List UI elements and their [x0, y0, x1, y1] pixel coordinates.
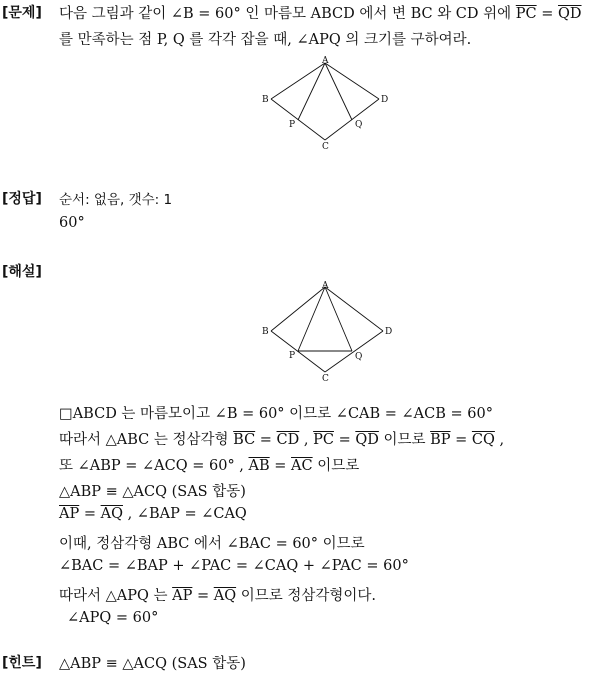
equals: = — [333, 432, 356, 448]
segment-aq: $\overline{AQ}$ — [213, 588, 237, 604]
label-C: C — [322, 374, 329, 384]
problem-rhombus-figure — [256, 56, 396, 156]
label-D: D — [381, 95, 389, 105]
segment-aq — [325, 287, 352, 351]
problem-line-1-text: 다음 그림과 같이 ∠B = 60° 인 마름모 ABCD 에서 변 BC 와 CD 위에 — [59, 6, 516, 22]
line-end: 이므로 — [312, 458, 360, 474]
label-A: A — [322, 56, 329, 66]
segment-ap — [298, 287, 325, 351]
line-8-text: 따라서 △APQ 는 — [59, 588, 173, 604]
explanation-line-2 — [59, 428, 504, 449]
segment-ab: $\overline{AB}$ — [248, 458, 270, 474]
explanation-line-4: △ABP ≡ △ACQ (SAS 합동) — [59, 484, 246, 500]
explanation-line-5 — [59, 506, 247, 522]
problem-label: [문제] — [2, 5, 42, 21]
segment-bp: $\overline{BP}$ — [430, 432, 451, 448]
label-Q: Q — [355, 120, 363, 130]
segment-pc: $\overline{PC}$ — [313, 432, 334, 448]
hint-label: [힌트] — [2, 655, 42, 671]
segment-cd: $\overline{CD}$ — [276, 432, 300, 448]
equals: = — [450, 432, 472, 448]
separator: , — [299, 432, 314, 448]
line-2-text: 따라서 △ABC 는 정삼각형 — [59, 432, 234, 448]
explanation-line-8 — [59, 584, 376, 605]
equals: = — [255, 432, 277, 448]
explanation-line-9: ∠APQ = 60° — [67, 610, 159, 626]
label-D: D — [385, 327, 393, 337]
equals: = — [536, 6, 558, 22]
segment-qd: $\overline{QD}$ — [558, 6, 582, 22]
connector: 이므로 — [378, 432, 431, 448]
label-P: P — [289, 120, 296, 130]
segment-qd: $\overline{QD}$ — [355, 432, 379, 448]
explanation-line-6: 이때, 정삼각형 ABC 에서 ∠BAC = 60° 이므로 — [59, 536, 365, 552]
label-P: P — [289, 351, 296, 361]
edge-dc — [325, 331, 383, 372]
explanation-rhombus-figure — [256, 280, 396, 384]
line-3-text: 또 ∠ABP = ∠ACQ = 60° , — [59, 458, 249, 474]
edge-bc — [271, 331, 325, 372]
explanation-line-3 — [59, 454, 359, 475]
edge-ad — [325, 287, 383, 331]
equals: = — [269, 458, 292, 474]
segment-cq: $\overline{CQ}$ — [471, 432, 495, 448]
segment-bc: $\overline{BC}$ — [233, 432, 256, 448]
hint-text: △ABP ≡ △ACQ (SAS 합동) — [59, 656, 246, 672]
segment-pc: $\overline{PC}$ — [515, 6, 537, 22]
edge-ab — [271, 287, 325, 331]
label-B: B — [262, 95, 269, 105]
label-Q: Q — [355, 352, 363, 362]
problem-text-line-1 — [59, 2, 582, 23]
segment-ac: $\overline{AC}$ — [291, 458, 313, 474]
equals: = — [192, 588, 214, 604]
answer-order-count: 순서: 없음, 갯수: 1 — [59, 192, 173, 208]
label-B: B — [262, 327, 269, 337]
explanation-line-7: ∠BAC = ∠BAP + ∠PAC = ∠CAQ + ∠PAC = 60° — [59, 558, 409, 574]
label-C: C — [322, 142, 329, 152]
label-A: A — [322, 281, 329, 291]
segment-ap: $\overline{AP}$ — [172, 588, 193, 604]
answer-value: 60° — [59, 215, 85, 231]
line-end: 이므로 정삼각형이다. — [236, 588, 376, 604]
answer-label: [정답] — [2, 191, 42, 207]
equals: = — [79, 506, 101, 522]
explanation-label: [해설] — [2, 264, 42, 280]
problem-text-line-2: 를 만족하는 점 P, Q 를 각각 잡을 때, ∠APQ 의 크기를 구하여라. — [59, 32, 472, 48]
line-end: , — [494, 432, 505, 448]
segment-aq: $\overline{AQ}$ — [100, 506, 123, 522]
line-end: , ∠BAP = ∠CAQ — [122, 506, 247, 522]
segment-ap: $\overline{AP}$ — [59, 506, 80, 522]
explanation-line-1: □ABCD 는 마름모이고 ∠B = 60° 이므로 ∠CAB = ∠ACB = 60° — [59, 406, 493, 422]
